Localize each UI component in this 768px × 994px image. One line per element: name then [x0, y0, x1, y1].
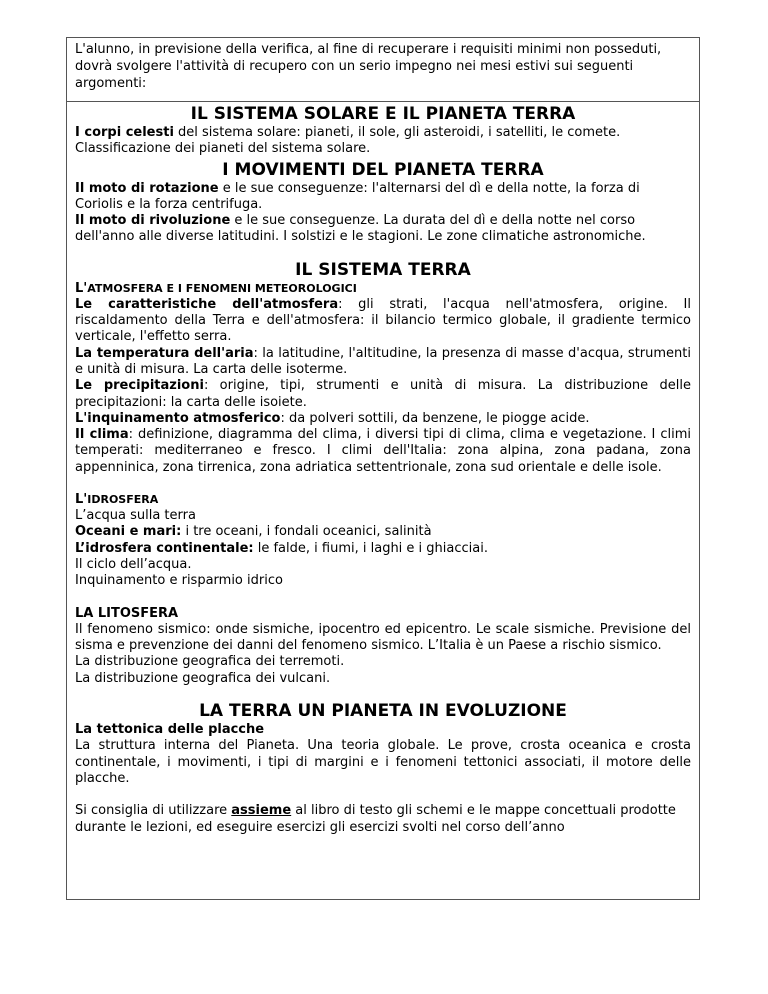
intro-paragraph: L'alunno, in previsione della verifica, al fine di recuperare i requisiti minimi non posseduti, dovrà svolgere l'attività di recupero con un serio impegno nei mesi estivi sui seguenti argomenti: [67, 38, 699, 102]
paragraph-text: Si consiglia di utilizzare [75, 803, 232, 819]
paragraph [75, 524, 691, 540]
paragraph: Inquinamento e risparmio idrico [75, 573, 283, 589]
paragraph: Il fenomeno sismico: onde sismiche, ipocentro ed epicentro. Le scale sismiche. Previsione del sisma e prevenzione dei danni del fenomeno sismico. L’Italia è un Paese a rischio sismico. [75, 621, 691, 654]
bold-term: L’idrosfera continentale: [75, 540, 254, 556]
paragraph-text: e le sue conseguenze. La durata del dì e della notte nel corso dell'anno alle diverse latitudini. I solstizi e le stagioni. Le zone climatiche astronomiche. [75, 213, 646, 245]
paragraph-text: : origine, tipi, strumenti e unità di misura. La distribuzione delle precipitazioni: la carta delle isoiete. [75, 378, 691, 410]
subheading-tettonica [75, 722, 691, 738]
paragraph [75, 411, 691, 427]
paragraph-text: : definizione, diagramma del clima, i diversi tipi di clima, clima e vegetazione. I climi temperati: mediterraneo e fresco. I climi dell'Italia: zona alpina, zona padana, zona appenninica, zona tirrenica, zona adriatica settentrionale, zona sud orientale e delle isole. [75, 427, 691, 475]
subheading-atmosfera [75, 281, 691, 297]
spacer [75, 787, 691, 803]
paragraph-text: le falde, i fiumi, i laghi e i ghiacciai. [253, 540, 488, 556]
paragraph-text: : gli strati, l'acqua nell'atmosfera, origine. Il riscaldamento della Terra e dell'atmosfera: il bilancio termico globale, il gradiente termico verticale, l'effetto serra. [75, 296, 691, 345]
paragraph: Classificazione dei pianeti del sistema solare. [75, 141, 371, 157]
paragraph: La struttura interna del Pianeta. Una teoria globale. Le prove, crosta oceanica e crosta continentale, i movimenti, i tipi di margini e i fenomeni tettonici associati, il motore delle placche. [75, 738, 691, 786]
bold-term: LA LITOSFERA [75, 605, 179, 621]
paragraph [75, 346, 691, 379]
paragraph-text: al libro di testo gli schemi e le mappe concettuali prodotte durante le lezioni, ed eseguire esercizi gli esercizi svolti nel corso dell’anno [75, 803, 676, 835]
paragraph: Il ciclo dell’acqua. [75, 556, 192, 572]
paragraph: La distribuzione geografica dei vulcani. [75, 670, 331, 686]
paragraph-text: del sistema solare: pianeti, il sole, gli asteroidi, i satelliti, le comete. [173, 125, 621, 140]
section-title-sistema-terra: IL SISTEMA TERRA [295, 259, 471, 280]
subheading-cap: L' [75, 492, 88, 508]
bold-term: Le precipitazioni [75, 378, 204, 394]
subheading-litosfera [75, 606, 691, 622]
bold-term: L'inquinamento atmosferico [75, 410, 281, 426]
subheading-cap: L' [75, 280, 88, 296]
paragraph [75, 297, 691, 346]
paragraph [75, 181, 691, 214]
paragraph [75, 378, 691, 411]
bold-term: La temperatura dell'aria [75, 345, 254, 361]
paragraph [75, 541, 691, 557]
bold-term: Le caratteristiche dell'atmosfera [75, 296, 339, 312]
bold-term: Il moto di rotazione [75, 180, 219, 196]
paragraph [75, 213, 691, 246]
section-title-evoluzione: LA TERRA UN PIANETA IN EVOLUZIONE [199, 701, 567, 722]
paragraph: La distribuzione geografica dei terremoti. [75, 654, 345, 670]
paragraph: L’acqua sulla terra [75, 508, 196, 524]
closing-paragraph [75, 803, 691, 836]
document-frame [66, 37, 700, 900]
paragraph [75, 125, 691, 141]
subheading-text: ATMOSFERA E I FENOMENI METEOROLOGICI [87, 281, 357, 295]
spacer [75, 476, 691, 492]
spacer [75, 590, 691, 606]
bold-term: Il clima [75, 427, 129, 443]
bold-term: I corpi celesti [75, 125, 174, 140]
section-title-sistema-solare: IL SISTEMA SOLARE E IL PIANETA TERRA [190, 104, 576, 124]
paragraph [75, 427, 691, 476]
bold-term: Il moto di rivoluzione [75, 213, 231, 229]
subheading-text: IDROSFERA [87, 493, 159, 507]
bold-term: La tettonica delle placche [75, 722, 265, 738]
program-content [67, 102, 699, 836]
bold-term: Oceani e mari: [75, 524, 182, 540]
paragraph-text: e le sue conseguenze: l'alternarsi del dì e della notte, la forza di Coriolis e la forza centrifuga. [75, 180, 640, 212]
paragraph-text: : la latitudine, l'altitudine, la presenza di masse d'acqua, strumenti e unità di misura. La carta delle isoterme. [75, 345, 691, 377]
subheading-idrosfera [75, 492, 691, 508]
underlined-term: assieme [231, 803, 292, 819]
paragraph-text: i tre oceani, i fondali oceanici, salinità [181, 524, 432, 540]
paragraph-text: : da polveri sottili, da benzene, le piogge acide. [280, 410, 590, 426]
section-title-movimenti: I MOVIMENTI DEL PIANETA TERRA [222, 159, 544, 180]
